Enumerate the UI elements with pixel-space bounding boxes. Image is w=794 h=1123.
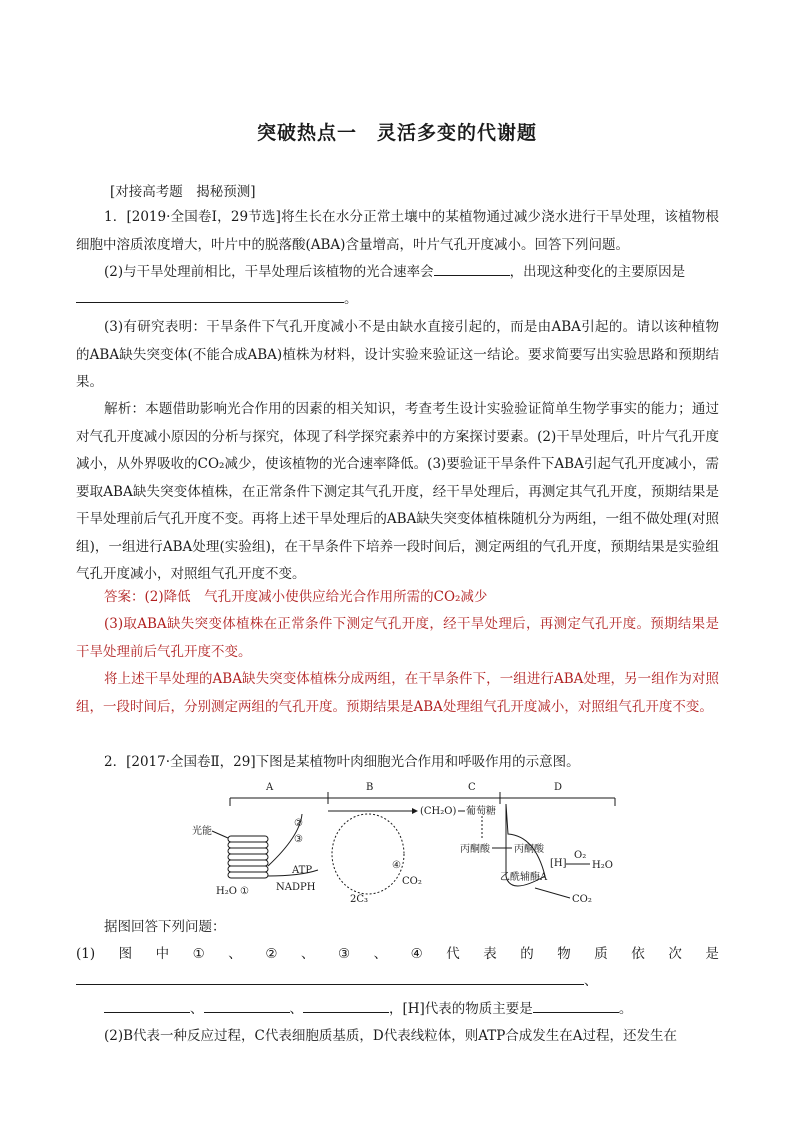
light-arrow [212,831,228,838]
q2-word: 的 [520,946,534,962]
q2-word: 表 [483,946,497,962]
q2-word: 质 [594,946,608,962]
q1-answer-part3-cont: 将上述干旱处理的ABA缺失突变体植株分成两组，在干旱条件下，一组进行ABA处理，另一组作为对照组，一段时间后，分别测定两组的气孔开度。预期结果是ABA处理组气孔开度减小，对照组气孔开度不变。 [76,671,719,715]
label-4: ④ [392,860,401,871]
calvin-cycle [332,814,404,894]
label-c3: 2C₃ [350,894,369,905]
answer-blank [434,261,510,276]
label-light: 光能 [192,826,212,837]
q2-part2: (2)B代表一种反应过程，C代表细胞质基质，D代表线粒体，则ATP合成发生在A过程，还发生在 [104,1028,678,1044]
q1-analysis: 解析：本题借助影响光合作用的因素的相关知识，考查考生设计实验验证简单生物学事实的能力；通过对气孔开度减小原因的分析与探究，体现了科学探究素养中的方案探讨要素。(2)干旱处理后，叶片气孔开度减小，从外界吸收的CO₂减少，使该植物的光合速率降低。(3)要验证干旱条件下ABA引起气孔开度减小，需要取ABA缺失突变体植株，在正常条件下测定其气孔开度，经干旱处理后，再测定其气孔开度，预期结果是干旱处理前后气孔开度不变。再将上述干旱处理后的ABA缺失突变体植株随机分为两组，一组不做处理(对照组)，一组进行ABA处理(实验组)，在干旱条件下培养一段时间后，测定两组的气孔开度，预期结果是实验组气孔开度减小，对照组气孔开度不变。 [76,401,719,582]
label-d: D [554,782,563,793]
q2-word: 是 [705,946,719,962]
arrow-head [412,808,418,814]
label-pyruvate1: 丙酮酸 [460,844,490,855]
label-2: ② [294,818,303,829]
q2-part1 [76,941,719,969]
q2-word: ① [192,946,205,962]
answer-blank [76,970,584,985]
q2-part1-line2: 、 [76,968,719,996]
q2-word: (1) [76,946,96,962]
answer-blank [204,998,290,1013]
label-h: [H] [550,858,567,869]
answer-blank [533,998,619,1013]
label-c: C [468,782,476,793]
q2-word: 图 [118,946,133,962]
label-a: A [266,782,274,793]
q2-word: 、 [373,946,388,962]
q1-part2: (2)与干旱处理前相比，干旱处理后该植物的光合速率会 ，出现这种变化的主要原因是 [76,259,719,287]
q2-word: 次 [668,946,682,962]
label-1: ① [240,886,249,897]
q2-word: ④ [410,946,423,962]
q1-intro: 1．[2019·全国卷Ⅰ，29节选]将生长在水分正常土壤中的某植物通过减少浇水进行干旱处理，该植物根细胞中溶质浓度增大，叶片中的脱落酸(ABA)含量增高，叶片气孔开度减小。回答下列问题。 [76,209,719,253]
label-3: ③ [294,834,303,845]
label-glucose: 葡萄糖 [466,806,496,817]
q1-answer: 答案：(2)降低 气孔开度减小使供应给光合作用所需的CO₂减少 [104,589,488,605]
q1-part2-line2: 。 [76,286,719,314]
label-water-out: H₂O [592,860,613,871]
q1-part3: (3)有研究表明：干旱条件下气孔开度减小不是由缺水直接引起的，而是由ABA引起的。请以该种植物的ABA缺失突变体(不能合成ABA)植株为材料，设计实验来验证这一结论。要求简要写出实验思路和预期结果。 [76,319,719,390]
label-ch2o: (CH₂O) [420,806,457,817]
label-co2-in: CO₂ [402,876,422,887]
q2-intro: 2．[2017·全国卷Ⅱ，29]下图是某植物叶肉细胞光合作用和呼吸作用的示意图。 [104,754,580,770]
answer-blank [303,998,389,1013]
q2-prompt: 据图回答下列问题： [104,919,226,935]
label-b: B [366,782,374,793]
label-water-in: H₂O [216,886,237,897]
label-nadph: NADPH [276,882,316,893]
label-pyruvate2: 丙酮酸 [514,844,544,855]
co2-release-arrow [535,888,570,898]
q2-part1-words [76,941,719,969]
q2-word: ② [265,946,278,962]
q2-word: 、 [228,946,242,962]
metabolism-diagram [190,776,630,906]
q2-word: ③ [337,946,351,962]
q2-part1-line3: 、 、 ，[H]代表的物质主要是 。 [76,996,719,1024]
label-acetyl: 乙酰辅酶A [500,872,548,883]
answer-blank [76,288,344,303]
label-co2-out: CO₂ [572,894,592,905]
label-atp: ATP [292,865,313,876]
q2-word: 中 [155,946,170,962]
page-title: 突破热点一 灵活多变的代谢题 [256,122,537,144]
q2-word: 物 [557,946,571,962]
q2-word: 、 [300,946,315,962]
q1-answer-part3: (3)取ABA缺失突变体植株在正常条件下测定气孔开度，经干旱处理后，再测定气孔开度。预期结果是干旱处理前后气孔开度不变。 [76,616,719,660]
q2-word: 代 [446,946,460,962]
section-label: [对接高考题 揭秘预测] [110,184,256,200]
label-o2: O₂ [574,850,587,861]
q2-word: 依 [631,946,645,962]
thylakoid-stack [228,836,268,878]
answer-blank [104,998,190,1013]
